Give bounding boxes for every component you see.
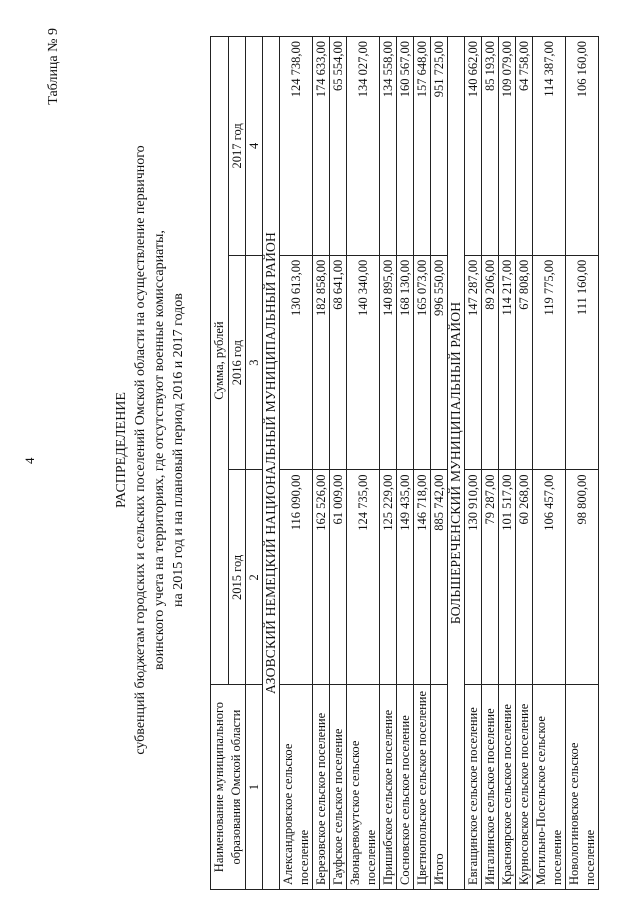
amount-2016: 168 130,00 <box>397 255 414 470</box>
column-number: 4 <box>246 37 263 256</box>
table-row <box>566 37 599 890</box>
settlement-name: Красноярское сельское поселение <box>499 685 516 890</box>
table-row <box>516 37 533 890</box>
amount-2017: 157 648,00 <box>414 37 431 256</box>
column-number: 3 <box>246 255 263 470</box>
total-row <box>431 37 448 890</box>
amount-2016: 140 340,00 <box>347 255 380 470</box>
amount-2015: 98 800,00 <box>566 470 599 685</box>
amount-2016: 119 775,00 <box>533 255 566 470</box>
column-header-sum: Сумма, рублей <box>211 37 229 685</box>
amount-2015: 60 268,00 <box>516 470 533 685</box>
amount-2016: 67 808,00 <box>516 255 533 470</box>
amount-2015: 162 526,00 <box>313 470 330 685</box>
amount-2016: 130 613,00 <box>280 255 313 470</box>
amount-2015: 125 229,00 <box>380 470 397 685</box>
amount-2017: 140 662,00 <box>465 37 482 256</box>
amount-2017: 160 567,00 <box>397 37 414 256</box>
table-row <box>280 37 313 890</box>
amount-2016: 68 641,00 <box>330 255 347 470</box>
table-row <box>347 37 380 890</box>
column-number: 2 <box>246 470 263 685</box>
amount-2015: 61 009,00 <box>330 470 347 685</box>
table-row <box>313 37 330 890</box>
amount-2015: 130 910,00 <box>465 470 482 685</box>
amount-2016: 89 206,00 <box>482 255 499 470</box>
section-title: АЗОВСКИЙ НЕМЕЦКИЙ НАЦИОНАЛЬНЫЙ МУНИЦИПАЛЬНЫЙ РАЙОН <box>263 37 280 890</box>
amount-2015: 146 718,00 <box>414 470 431 685</box>
column-header-2016: 2016 год <box>228 255 246 470</box>
section-row-bolsherechensky <box>448 37 465 890</box>
amount-2017: 134 027,00 <box>347 37 380 256</box>
table-row <box>465 37 482 890</box>
document-title <box>112 145 131 755</box>
amount-2015: 106 457,00 <box>533 470 566 685</box>
table-row <box>414 37 431 890</box>
settlement-name: Пришибское сельское поселение <box>380 685 397 890</box>
amount-2017: 64 758,00 <box>516 37 533 256</box>
table-row <box>533 37 566 890</box>
page-number: 4 <box>22 457 37 464</box>
amount-2017: 85 193,00 <box>482 37 499 256</box>
table-row <box>380 37 397 890</box>
settlement-name: Александровское сельское поселение <box>280 685 313 890</box>
amount-2016: 182 858,00 <box>313 255 330 470</box>
amount-2015: 101 517,00 <box>499 470 516 685</box>
amount-2015: 124 735,00 <box>347 470 380 685</box>
subtitle-line-3: на 2015 год и на плановый период 2016 и 2017 годов <box>171 293 186 607</box>
amount-2017: 174 633,00 <box>313 37 330 256</box>
section-row-azov <box>263 37 280 890</box>
amount-2017: 134 558,00 <box>380 37 397 256</box>
settlement-name: Могильно-Посельское сельское поселение <box>533 685 566 890</box>
settlement-name: Гауфское сельское поселение <box>330 685 347 890</box>
column-header-2017: 2017 год <box>228 37 246 256</box>
amount-2016: 111 160,00 <box>566 255 599 470</box>
table-row <box>330 37 347 890</box>
column-header-name: Наименование муниципального образования Омской области <box>211 685 246 890</box>
total-2015: 885 742,00 <box>431 470 448 685</box>
amount-2016: 165 073,00 <box>414 255 431 470</box>
column-numbers-row <box>246 37 263 890</box>
settlement-name: Курносовское сельское поселение <box>516 685 533 890</box>
amount-2017: 124 738,00 <box>280 37 313 256</box>
document-subtitle <box>131 145 188 755</box>
column-header-2015: 2015 год <box>228 470 246 685</box>
amount-2016: 147 287,00 <box>465 255 482 470</box>
settlement-name: Цветнопольское сельское поселение <box>414 685 431 890</box>
settlement-name: Звонаревокутское сельское поселение <box>347 685 380 890</box>
column-number: 1 <box>246 685 263 890</box>
amount-2017: 114 387,00 <box>533 37 566 256</box>
settlement-name: Березовское сельское поселение <box>313 685 330 890</box>
header-row <box>211 37 229 890</box>
section-title: БОЛЬШЕРЕЧЕНСКИЙ МУНИЦИПАЛЬНЫЙ РАЙОН <box>448 37 465 890</box>
distribution-table <box>210 36 599 890</box>
amount-2015: 79 287,00 <box>482 470 499 685</box>
subtitle-line-2: воинского учета на территориях, где отсутствуют военные комиссариаты, <box>152 230 167 670</box>
amount-2017: 65 554,00 <box>330 37 347 256</box>
amount-2015: 116 090,00 <box>280 470 313 685</box>
settlement-name: Новологиновское сельское поселение <box>566 685 599 890</box>
total-2017: 951 725,00 <box>431 37 448 256</box>
amount-2017: 106 160,00 <box>566 37 599 256</box>
settlement-name: Сосновское сельское поселение <box>397 685 414 890</box>
table-row <box>397 37 414 890</box>
amount-2016: 114 217,00 <box>499 255 516 470</box>
amount-2015: 149 435,00 <box>397 470 414 685</box>
table-row <box>482 37 499 890</box>
table-label: Таблица № 9 <box>46 28 61 105</box>
table-row <box>499 37 516 890</box>
total-2016: 996 550,00 <box>431 255 448 470</box>
settlement-name: Евгащинское сельское поселение <box>465 685 482 890</box>
amount-2017: 109 079,00 <box>499 37 516 256</box>
subtitle-line-1: субвенций бюджетам городских и сельских поселений Омской области на осуществление первичного <box>133 145 148 755</box>
amount-2016: 140 895,00 <box>380 255 397 470</box>
title-text: РАСПРЕДЕЛЕНИЕ <box>114 392 129 508</box>
settlement-name: Ингалинское сельское поселение <box>482 685 499 890</box>
total-label: Итого <box>431 685 448 890</box>
